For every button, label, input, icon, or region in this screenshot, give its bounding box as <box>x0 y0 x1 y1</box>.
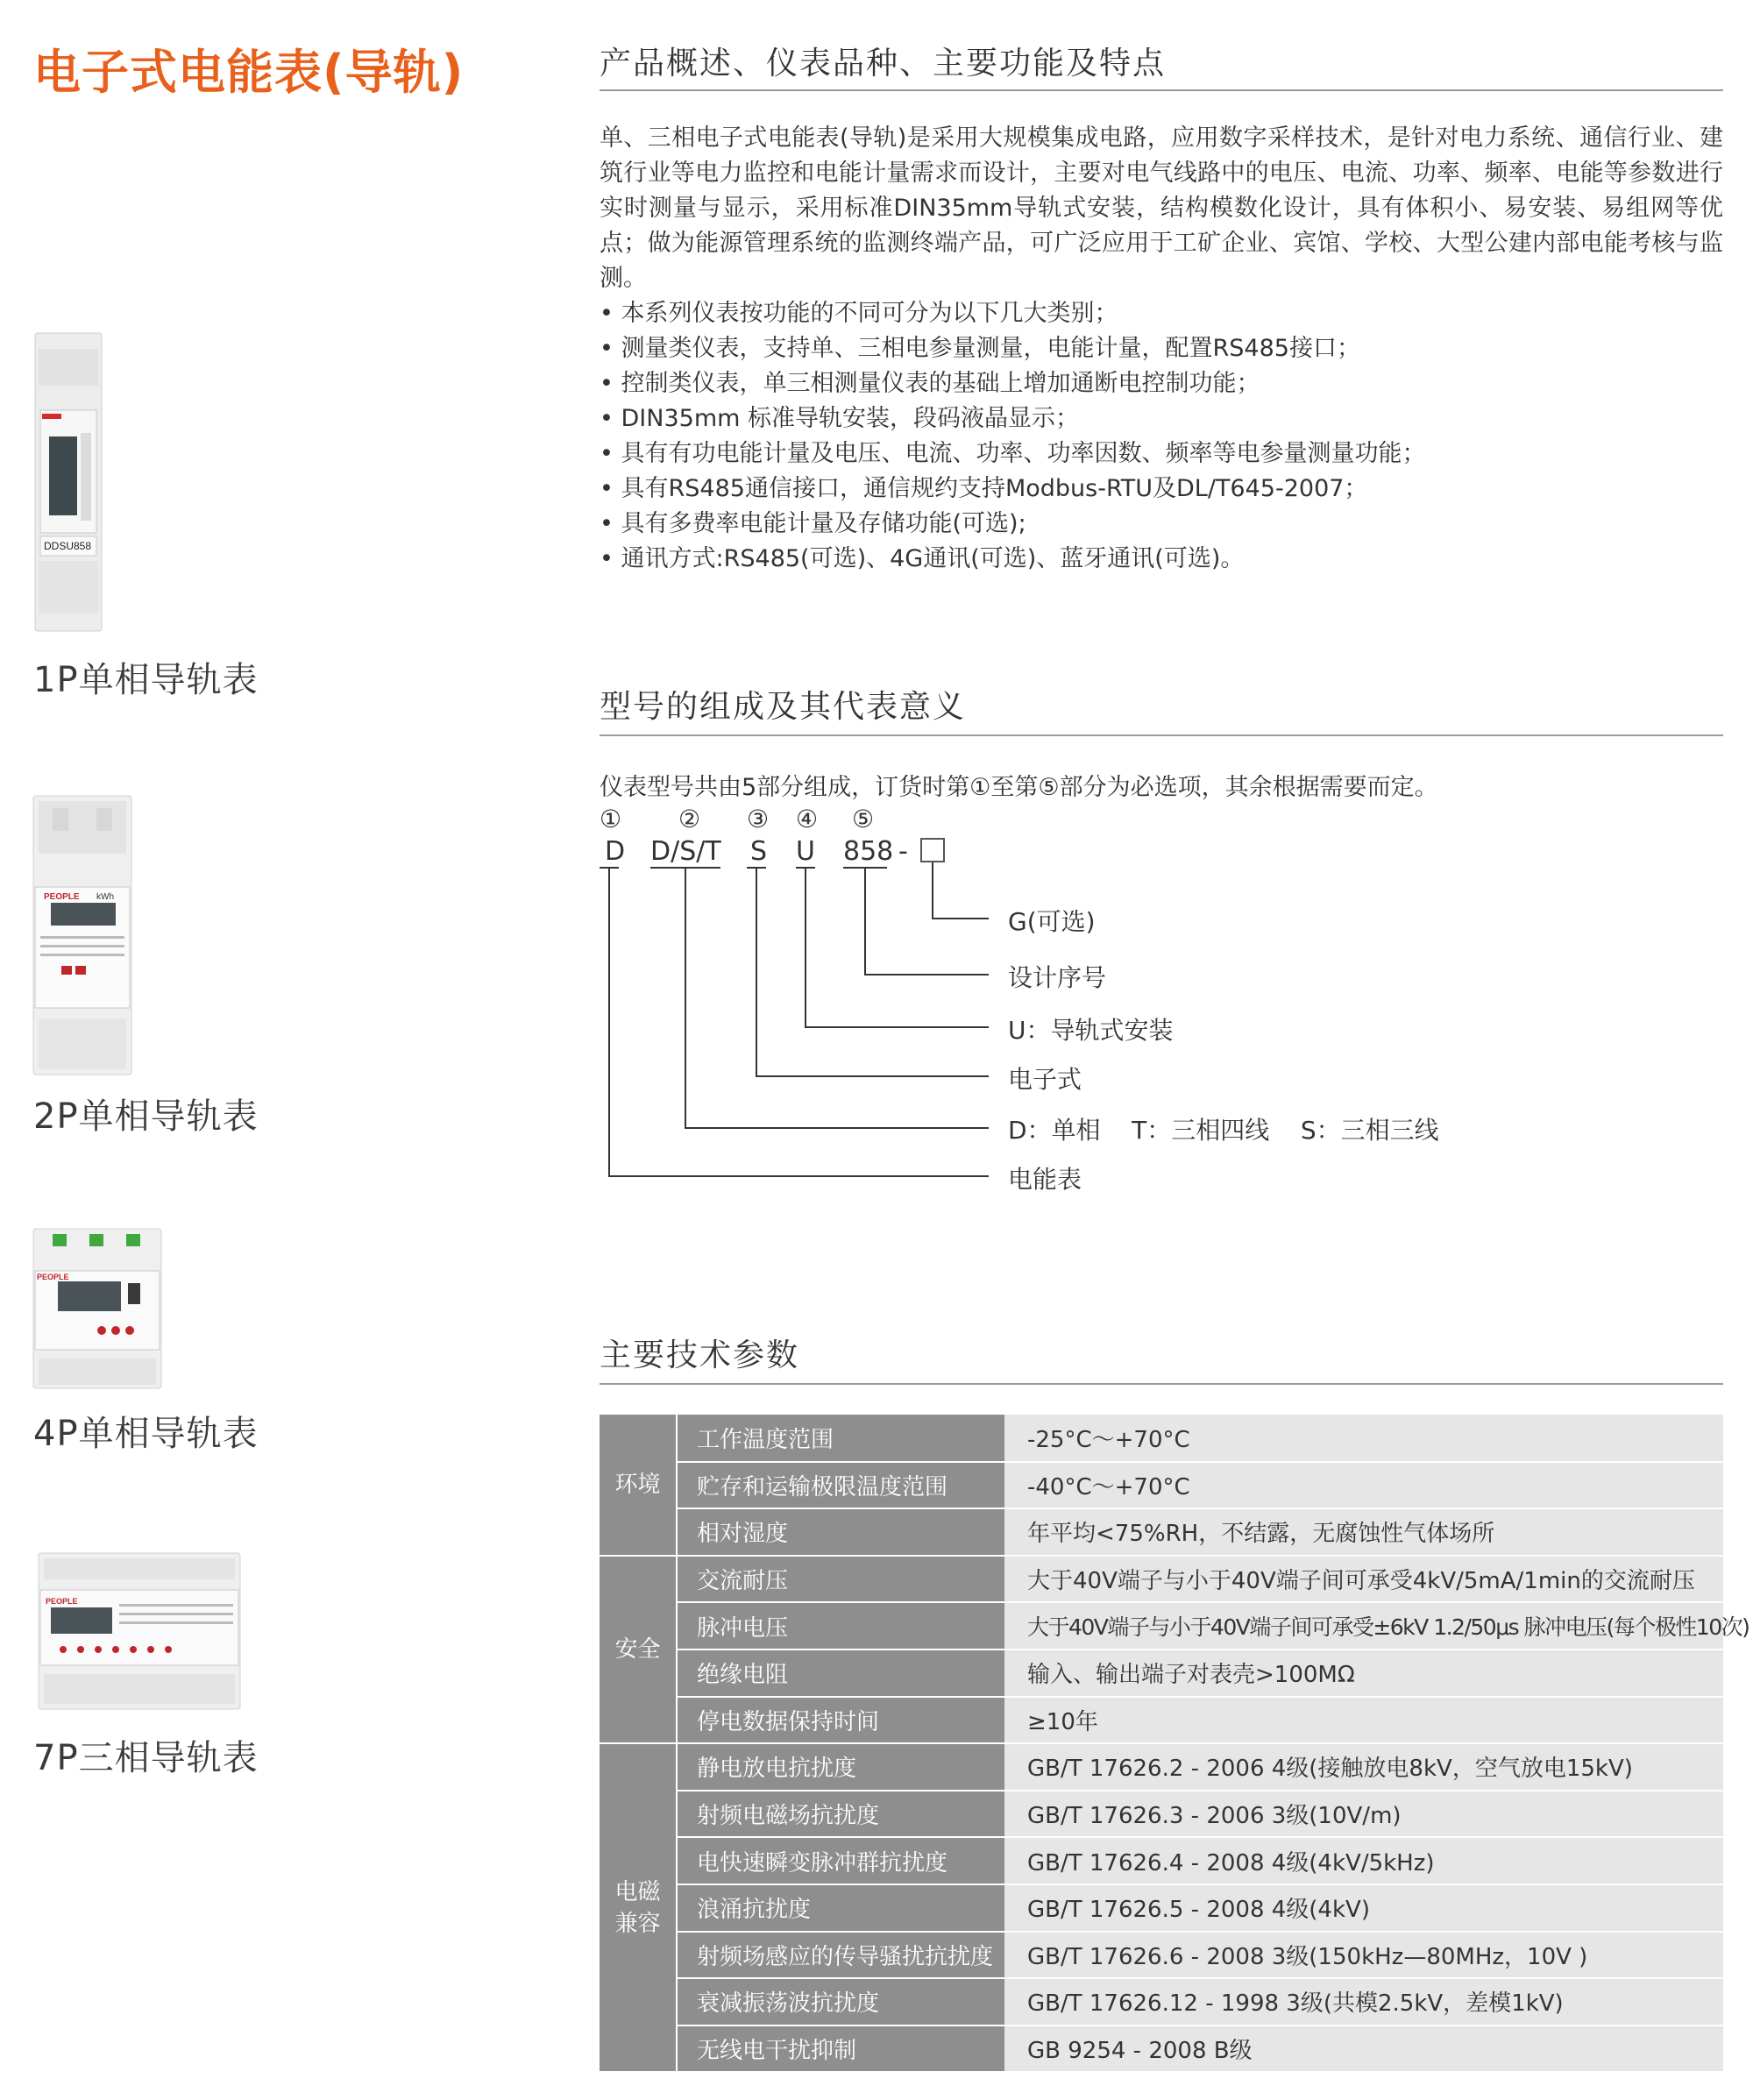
table-row <box>600 1649 1723 1697</box>
param-cell: 电快速瞬变脉冲群抗扰度 <box>677 1837 1004 1884</box>
param-cell: 绝缘电阻 <box>677 1649 1004 1697</box>
table-row <box>600 1462 1723 1509</box>
product-label: 2P单相导轨表 <box>33 1096 259 1137</box>
meter-1p-model-text: DDSU858 <box>44 540 92 552</box>
value-cell: -25°C～+70°C <box>1004 1415 1723 1462</box>
specs-title: 主要技术参数 <box>600 1337 800 1373</box>
value-cell: GB/T 17626.6 - 2008 3级(150kHz—80MHz，10V ) <box>1004 1932 1723 1979</box>
table-row <box>600 1978 1723 2026</box>
param-cell: 射频场感应的传导骚扰抗扰度 <box>677 1932 1004 1979</box>
legend-rail-mount: U：导轨式安装 <box>1008 1016 1174 1045</box>
model-description: 仪表型号共由5部分组成，订货时第①至第⑤部分为必选项，其余根据需要而定。 <box>600 774 1438 801</box>
product-label: 7P三相导轨表 <box>33 1738 259 1778</box>
param-cell: 无线电干扰抑制 <box>677 2026 1004 2073</box>
code-part-5: 858 <box>843 836 894 867</box>
meter-7p-brand: PEOPLE <box>46 1597 78 1606</box>
param-cell: 浪涌抗扰度 <box>677 1884 1004 1932</box>
group-safety: 安全 <box>600 1556 677 1743</box>
value-cell: 大于40V端子与小于40V端子间可承受±6kV 1.2/50μs 脉冲电压(每个极性10次) <box>1004 1602 1723 1649</box>
param-cell: 衰减振荡波抗扰度 <box>677 1978 1004 2026</box>
feature-item: • 具有有功电能计量及电压、电流、功率、功率因数、频率等电参量测量功能； <box>600 436 1723 472</box>
value-cell: GB/T 17626.3 - 2006 3级(10V/m) <box>1004 1791 1723 1838</box>
legend-electronic: 电子式 <box>1008 1065 1082 1094</box>
part-number-2: ② <box>678 805 701 834</box>
param-cell: 脉冲电压 <box>677 1602 1004 1649</box>
table-row <box>600 1415 1723 1462</box>
table-row <box>600 1602 1723 1649</box>
spec-table <box>600 1415 1749 2073</box>
code-separator: - <box>898 836 908 867</box>
meter-4p-brand: PEOPLE <box>37 1273 69 1281</box>
feature-item: • 具有RS485通信接口，通信规约支持Modbus-RTU及DL/T645-2007； <box>600 472 1723 507</box>
value-cell: 大于40V端子与小于40V端子间可承受4kV/5mA/1min的交流耐压 <box>1004 1556 1723 1603</box>
value-cell: GB 9254 - 2008 B级 <box>1004 2026 1723 2073</box>
table-row <box>600 2026 1723 2073</box>
legend-design-no: 设计序号 <box>1008 963 1107 992</box>
table-row <box>600 1791 1723 1838</box>
part-number-1: ① <box>600 805 622 834</box>
group-environment: 环境 <box>600 1415 677 1556</box>
table-row <box>600 1743 1723 1791</box>
param-cell: 相对湿度 <box>677 1508 1004 1556</box>
code-part-1: D <box>605 836 626 867</box>
param-cell: 静电放电抗扰度 <box>677 1743 1004 1791</box>
value-cell: GB/T 17626.5 - 2008 4级(4kV) <box>1004 1884 1723 1932</box>
code-part-3: S <box>750 836 768 867</box>
meter-4p-image <box>32 1227 163 1390</box>
overview-title: 产品概述、仪表品种、主要功能及特点 <box>600 46 1167 82</box>
meter-2p-brand: PEOPLE <box>44 892 80 902</box>
table-row <box>600 1932 1723 1979</box>
meter-2p-unit: kWh <box>96 892 114 902</box>
param-cell: 停电数据保持时间 <box>677 1697 1004 1744</box>
value-cell: 年平均<75%RH，不结露，无腐蚀性气体场所 <box>1004 1508 1723 1556</box>
value-cell: 输入、输出端子对表壳>100MΩ <box>1004 1649 1723 1697</box>
feature-item: • DIN35mm 标准导轨安装，段码液晶显示； <box>600 401 1723 436</box>
part-number-4: ④ <box>796 805 819 834</box>
value-cell: GB/T 17626.12 - 1998 3级(共模2.5kV，差模1kV) <box>1004 1978 1723 2026</box>
optional-box <box>921 839 944 862</box>
value-cell: ≥10年 <box>1004 1697 1723 1744</box>
code-part-2: D/S/T <box>650 836 721 867</box>
product-label: 4P单相导轨表 <box>33 1414 259 1454</box>
model-title: 型号的组成及其代表意义 <box>600 689 967 725</box>
table-row <box>600 1556 1723 1603</box>
legend-optional: G(可选) <box>1008 907 1096 936</box>
table-row <box>600 1837 1723 1884</box>
product-label: 1P单相导轨表 <box>33 660 259 700</box>
legend-phase: D：单相 T：三相四线 S：三相三线 <box>1008 1116 1439 1145</box>
feature-item: • 测量类仪表，支持单、三相电参量测量，电能计量，配置RS485接口； <box>600 331 1723 366</box>
param-cell: 交流耐压 <box>677 1556 1004 1603</box>
legend-energy-meter: 电能表 <box>1008 1165 1082 1194</box>
meter-7p-image <box>37 1551 242 1711</box>
value-cell: GB/T 17626.2 - 2006 4级(接触放电8kV，空气放电15kV) <box>1004 1743 1723 1791</box>
feature-item: • 本系列仪表按功能的不同可分为以下几大类别； <box>600 296 1723 331</box>
table-row <box>600 1508 1723 1556</box>
part-number-5: ⑤ <box>852 805 875 834</box>
table-row <box>600 1697 1723 1744</box>
section-divider <box>600 1383 1723 1385</box>
param-cell: 贮存和运输极限温度范围 <box>677 1462 1004 1509</box>
param-cell: 工作温度范围 <box>677 1415 1004 1462</box>
table-row <box>600 1884 1723 1932</box>
value-cell: -40°C～+70°C <box>1004 1462 1723 1509</box>
feature-item: • 控制类仪表，单三相测量仪表的基础上增加通断电控制功能； <box>600 366 1723 401</box>
param-cell: 射频电磁场抗扰度 <box>677 1791 1004 1838</box>
code-part-4: U <box>796 836 815 867</box>
page-title: 电子式电能表(导轨) <box>33 45 465 100</box>
value-cell: GB/T 17626.4 - 2008 4级(4kV/5kHz) <box>1004 1837 1723 1884</box>
feature-item: • 通讯方式:RS485(可选)、4G通讯(可选)、蓝牙通讯(可选)。 <box>600 542 1723 577</box>
feature-item: • 具有多费率电能计量及存储功能(可选); <box>600 507 1723 542</box>
overview-intro: 单、三相电子式电能表(导轨)是采用大规模集成电路，应用数字采样技术，是针对电力系统、通信行业、建筑行业等电力监控和电能计量需求而设计，主要对电气线路中的电压、电流、功率、频率、电能等参数进行实时测量与显示，采用标准DIN35mm导轨式安装，结构模数化设计，具有体积小、易安装、易组网等优点；做为能源管理系统的监测终端产品，可广泛应用于工矿企业、宾馆、学校、大型公建内部电能考核与监测。 <box>600 124 1723 292</box>
group-emc: 电磁兼容 <box>600 1743 677 2072</box>
part-number-3: ③ <box>747 805 770 834</box>
